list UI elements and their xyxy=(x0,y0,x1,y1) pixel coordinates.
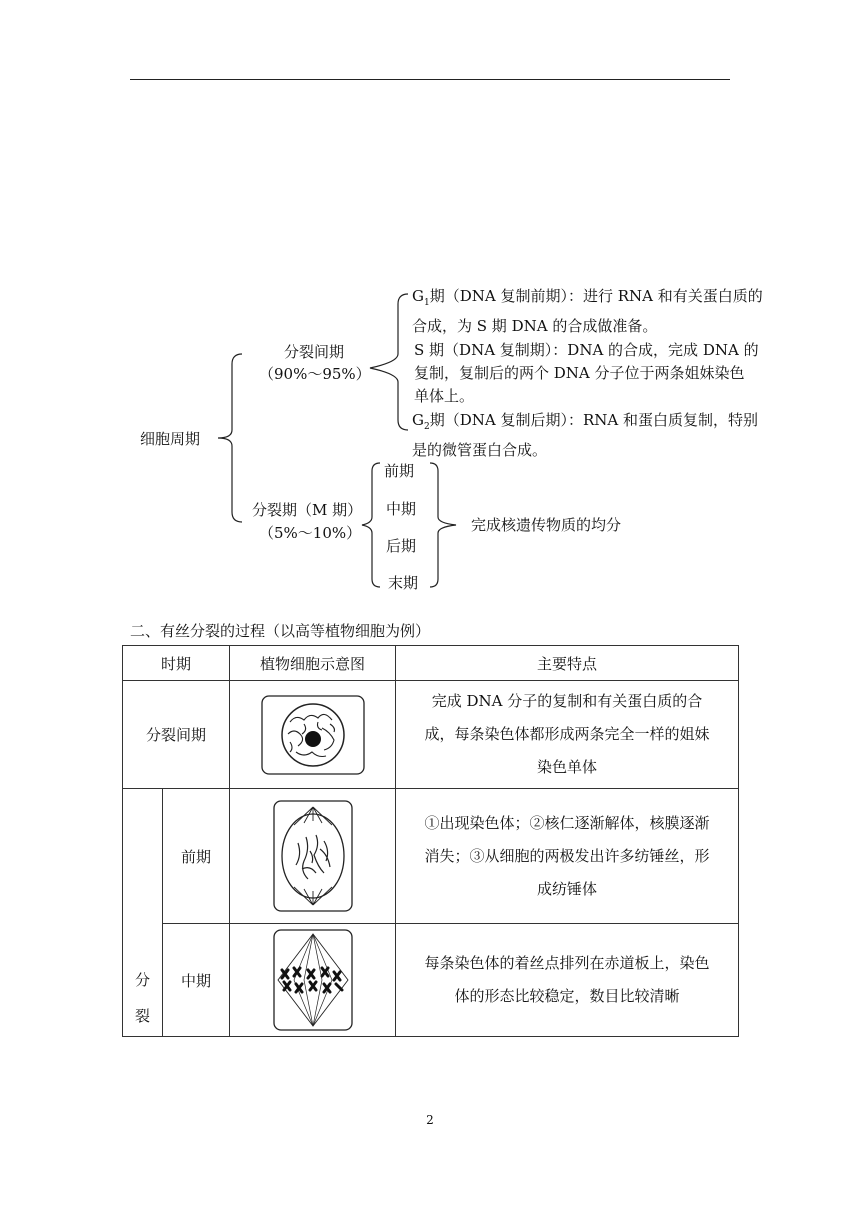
header-diagram: 植物细胞示意图 xyxy=(230,646,396,681)
interphase-brace xyxy=(366,292,410,432)
prophase-cell-image xyxy=(272,799,354,913)
prophase-diagram-cell xyxy=(230,789,396,924)
table-header-row xyxy=(123,646,739,681)
mitosis-table xyxy=(122,645,739,1037)
prophase-feature-line: ①出现染色体；②核仁逐渐解体，核膜逐渐 xyxy=(424,813,710,832)
m-phase-right-brace xyxy=(428,461,458,589)
s-text-line1: S 期（DNA 复制期）：DNA 的合成，完成 DNA 的 xyxy=(414,341,759,359)
g2-subscript: 2 xyxy=(423,422,430,432)
interphase-ratio: （90%～95%） xyxy=(259,365,371,383)
m-phase-ratio: （5%～10%） xyxy=(259,524,362,542)
division-char1: 分 xyxy=(134,971,150,989)
stage-metaphase: 中期 xyxy=(386,500,417,518)
row-prophase-features xyxy=(396,789,739,924)
m-phase-summary: 完成核遗传物质的均分 xyxy=(471,516,622,534)
stage-prophase: 前期 xyxy=(384,462,415,480)
g2-text-line2: 是的微管蛋白合成。 xyxy=(412,441,548,459)
metaphase-feature-line: 体的形态比较稳定，数目比较清晰 xyxy=(454,987,680,1005)
g1-description xyxy=(412,285,763,338)
row-metaphase-features xyxy=(396,924,739,1037)
metaphase-feature-line: 每条染色体的着丝点排列在赤道板上，染色 xyxy=(424,954,710,972)
stage-telophase: 末期 xyxy=(388,574,419,592)
header-period: 时期 xyxy=(123,646,230,681)
g2-text-line1: 期（DNA 复制后期）：RNA 和蛋白质复制，特别 xyxy=(429,411,758,429)
row-metaphase-label: 中期 xyxy=(163,924,230,1037)
stage-anaphase: 后期 xyxy=(386,537,417,555)
cell-cycle-root: 细胞周期 xyxy=(140,430,201,448)
table-row xyxy=(123,924,739,1037)
row-interphase-features xyxy=(396,681,739,789)
metaphase-diagram-cell xyxy=(230,924,396,1037)
interphase-feature-line: 成，每条染色体都形成两条完全一样的姐妹 xyxy=(424,725,710,743)
header-features: 主要特点 xyxy=(396,646,739,681)
g1-text-line2: 合成，为 S 期 DNA 的合成做准备。 xyxy=(412,317,658,335)
interphase-diagram-cell xyxy=(230,681,396,789)
s-text-line3: 单体上。 xyxy=(414,387,475,405)
g1-text-line1: 期（DNA 复制前期）：进行 RNA 和有关蛋白质的 xyxy=(429,287,763,305)
g1-label: G xyxy=(412,287,424,305)
division-char2: 裂 xyxy=(134,1007,150,1025)
prophase-feature-line: 成纺锤体 xyxy=(537,879,598,898)
prophase-feature-line: 消失；③从细胞的两极发出许多纺锤丝，形 xyxy=(424,846,710,865)
g1-subscript: 1 xyxy=(423,298,430,308)
table-row xyxy=(123,789,739,924)
page-number: 2 xyxy=(426,1113,434,1127)
g2-label: G xyxy=(412,411,424,429)
division-group-label xyxy=(123,789,163,1037)
g2-description xyxy=(412,409,758,462)
metaphase-cell-image xyxy=(272,928,354,1032)
s-text-line2: 复制，复制后的两个 DNA 分子位于两条姐妹染色 xyxy=(414,364,745,382)
interphase-cell-image xyxy=(260,694,366,776)
table-row xyxy=(123,681,739,789)
header-rule xyxy=(130,79,730,80)
row-interphase-label: 分裂间期 xyxy=(123,681,230,789)
section-heading: 二、有丝分裂的过程（以高等植物细胞为例） xyxy=(130,622,431,640)
interphase-title: 分裂间期 xyxy=(284,343,345,361)
interphase-feature-line: 完成 DNA 分子的复制和有关蛋白质的合 xyxy=(431,692,703,710)
m-phase-left-brace xyxy=(358,461,382,589)
m-phase-title: 分裂期（M 期） xyxy=(252,501,363,519)
main-brace xyxy=(214,352,244,524)
s-description xyxy=(414,339,759,408)
interphase-feature-line: 染色单体 xyxy=(537,758,598,776)
row-prophase-label: 前期 xyxy=(163,789,230,924)
